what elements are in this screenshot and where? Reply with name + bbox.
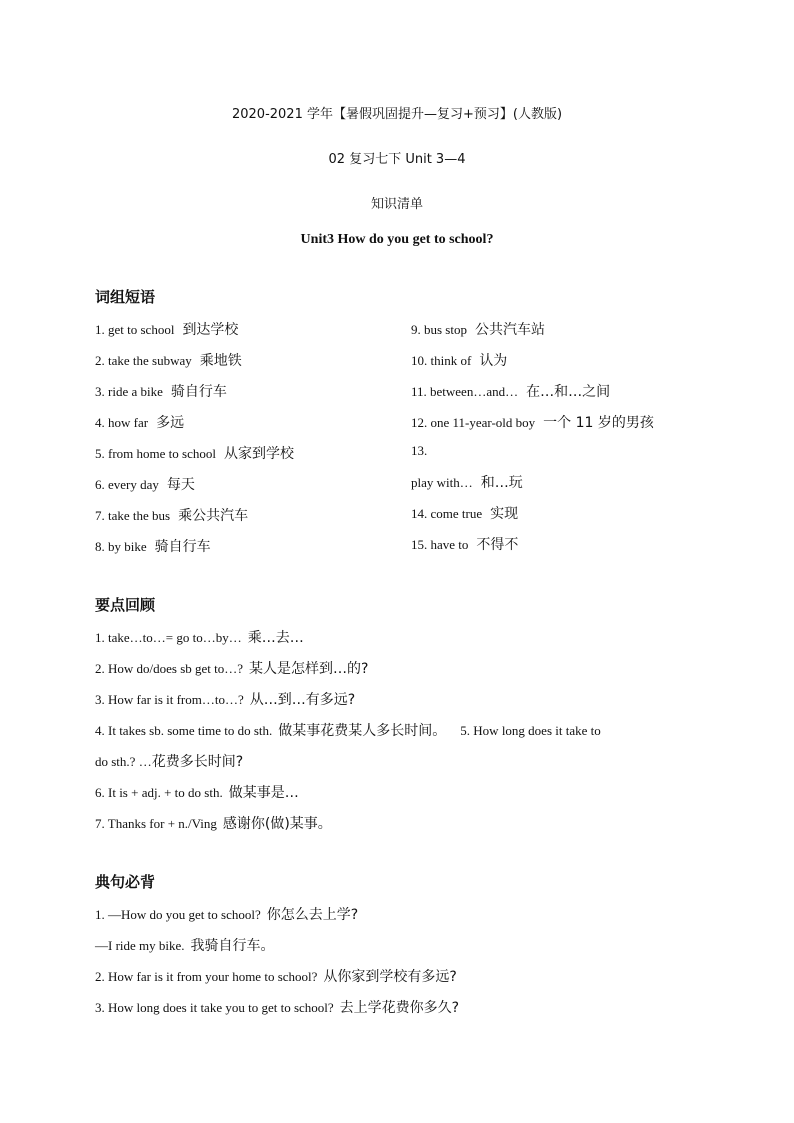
key-point-line <box>95 813 332 833</box>
key-point-en: 7. Thanks for + n./Ving <box>95 816 217 831</box>
key-point-en: do sth.? … <box>95 754 152 769</box>
phrase-en: 7. take the bus <box>95 508 171 523</box>
key-point-en: 3. How far is it from…to…? <box>95 692 244 707</box>
phrase-item <box>411 534 518 554</box>
phrase-en: 4. how far <box>95 415 149 430</box>
key-point-line <box>95 627 304 647</box>
phrase-zh: 不得不 <box>476 537 519 553</box>
sentence-zh: 我骑自行车。 <box>190 938 275 954</box>
key-point-zh: 做某事是… <box>228 785 299 801</box>
sentences-heading: 典句必背 <box>95 873 156 891</box>
key-points-heading: 要点回顾 <box>95 596 156 614</box>
phrase-zh: 多远 <box>156 415 185 431</box>
key-point-line <box>95 689 355 709</box>
phrase-en: 12. one 11-year-old boy <box>411 415 536 430</box>
phrase-en: 9. bus stop <box>411 322 467 337</box>
key-point-zh: 某人是怎样到…的? <box>249 661 369 677</box>
phrase-item <box>95 350 242 370</box>
key-point-zh: 从…到…有多远? <box>249 692 356 708</box>
phrase-item <box>411 472 523 492</box>
phrases-heading: 词组短语 <box>95 288 156 306</box>
key-point-line <box>95 658 368 678</box>
key-point-line <box>95 751 243 771</box>
phrase-zh: 骑自行车 <box>154 539 211 555</box>
phrase-en: play with… <box>411 475 473 490</box>
phrase-item <box>95 505 248 525</box>
sentence-line <box>95 935 275 955</box>
key-point-zh: 花费多长时间? <box>151 754 244 770</box>
key-point-line <box>95 782 299 802</box>
phrase-zh: 骑自行车 <box>170 384 227 400</box>
key-point-en: 4. It takes sb. some time to do sth. <box>95 723 273 738</box>
unit-title: Unit3 How do you get to school? <box>300 232 494 247</box>
phrase-en: 8. by bike <box>95 539 147 554</box>
phrase-en: 15. have to <box>411 537 469 552</box>
phrase-en: 3. ride a bike <box>95 384 163 399</box>
phrase-item <box>95 443 294 463</box>
phrase-zh: 每天 <box>166 477 195 493</box>
key-point-en: 1. take…to…= go to…by… <box>95 630 242 645</box>
phrase-zh: 公共汽车站 <box>474 322 545 338</box>
phrase-item <box>95 319 238 339</box>
phrase-en: 1. get to school <box>95 322 175 337</box>
phrase-item <box>411 381 610 401</box>
key-point-en: 6. It is + adj. + to do sth. <box>95 785 223 800</box>
phrase-en: 11. between…and… <box>411 384 519 399</box>
phrase-zh: 和…玩 <box>480 475 523 491</box>
document-title: 2020-2021 学年【暑假巩固提升—复习+预习】(人教版) <box>231 107 563 122</box>
phrase-en: 14. come true <box>411 506 483 521</box>
phrase-zh: 一个 11 岁的男孩 <box>543 415 654 431</box>
phrase-item <box>95 412 184 432</box>
phrase-en: 13. <box>411 443 428 458</box>
key-point-line <box>95 720 601 740</box>
sentence-en: 3. How long does it take you to get to school? <box>95 1000 334 1015</box>
phrase-zh: 从家到学校 <box>223 446 294 462</box>
phrase-item <box>411 319 545 339</box>
phrase-zh: 认为 <box>479 353 508 369</box>
phrase-en: 2. take the subway <box>95 353 192 368</box>
document-subtitle: 02 复习七下 Unit 3—4 <box>328 152 466 167</box>
knowledge-list-label: 知识清单 <box>370 197 423 212</box>
phrase-item <box>95 381 227 401</box>
sentence-zh: 你怎么去上学? <box>266 907 359 923</box>
key-point-en: 2. How do/does sb get to…? <box>95 661 244 676</box>
sentence-line <box>95 997 459 1017</box>
key-point-zh: 做某事花费某人多长时间。 <box>278 723 447 739</box>
phrase-item <box>95 474 195 494</box>
phrase-en: 10. think of <box>411 353 472 368</box>
phrase-item <box>411 350 507 370</box>
sentence-line <box>95 966 457 986</box>
key-point-zh: 乘…去… <box>247 630 304 646</box>
phrase-zh: 实现 <box>490 506 519 522</box>
phrase-item <box>411 443 427 459</box>
sentence-en: 1. —How do you get to school? <box>95 907 261 922</box>
sentence-line <box>95 904 358 924</box>
key-point-en: 5. How long does it take to <box>460 723 601 738</box>
phrase-item <box>411 503 518 523</box>
phrase-en: 6. every day <box>95 477 159 492</box>
phrase-en: 5. from home to school <box>95 446 216 461</box>
sentence-zh: 去上学花费你多久? <box>339 1000 460 1016</box>
phrase-zh: 乘公共汽车 <box>178 508 249 524</box>
sentence-zh: 从你家到学校有多远? <box>323 969 457 985</box>
phrase-zh: 在…和…之间 <box>526 384 611 400</box>
sentence-en: —I ride my bike. <box>95 938 185 953</box>
sentence-en: 2. How far is it from your home to school? <box>95 969 318 984</box>
phrase-zh: 到达学校 <box>182 322 239 338</box>
phrase-item <box>95 536 211 556</box>
phrase-item <box>411 412 654 432</box>
key-point-zh: 感谢你(做)某事。 <box>222 816 332 832</box>
phrase-zh: 乘地铁 <box>199 353 242 369</box>
